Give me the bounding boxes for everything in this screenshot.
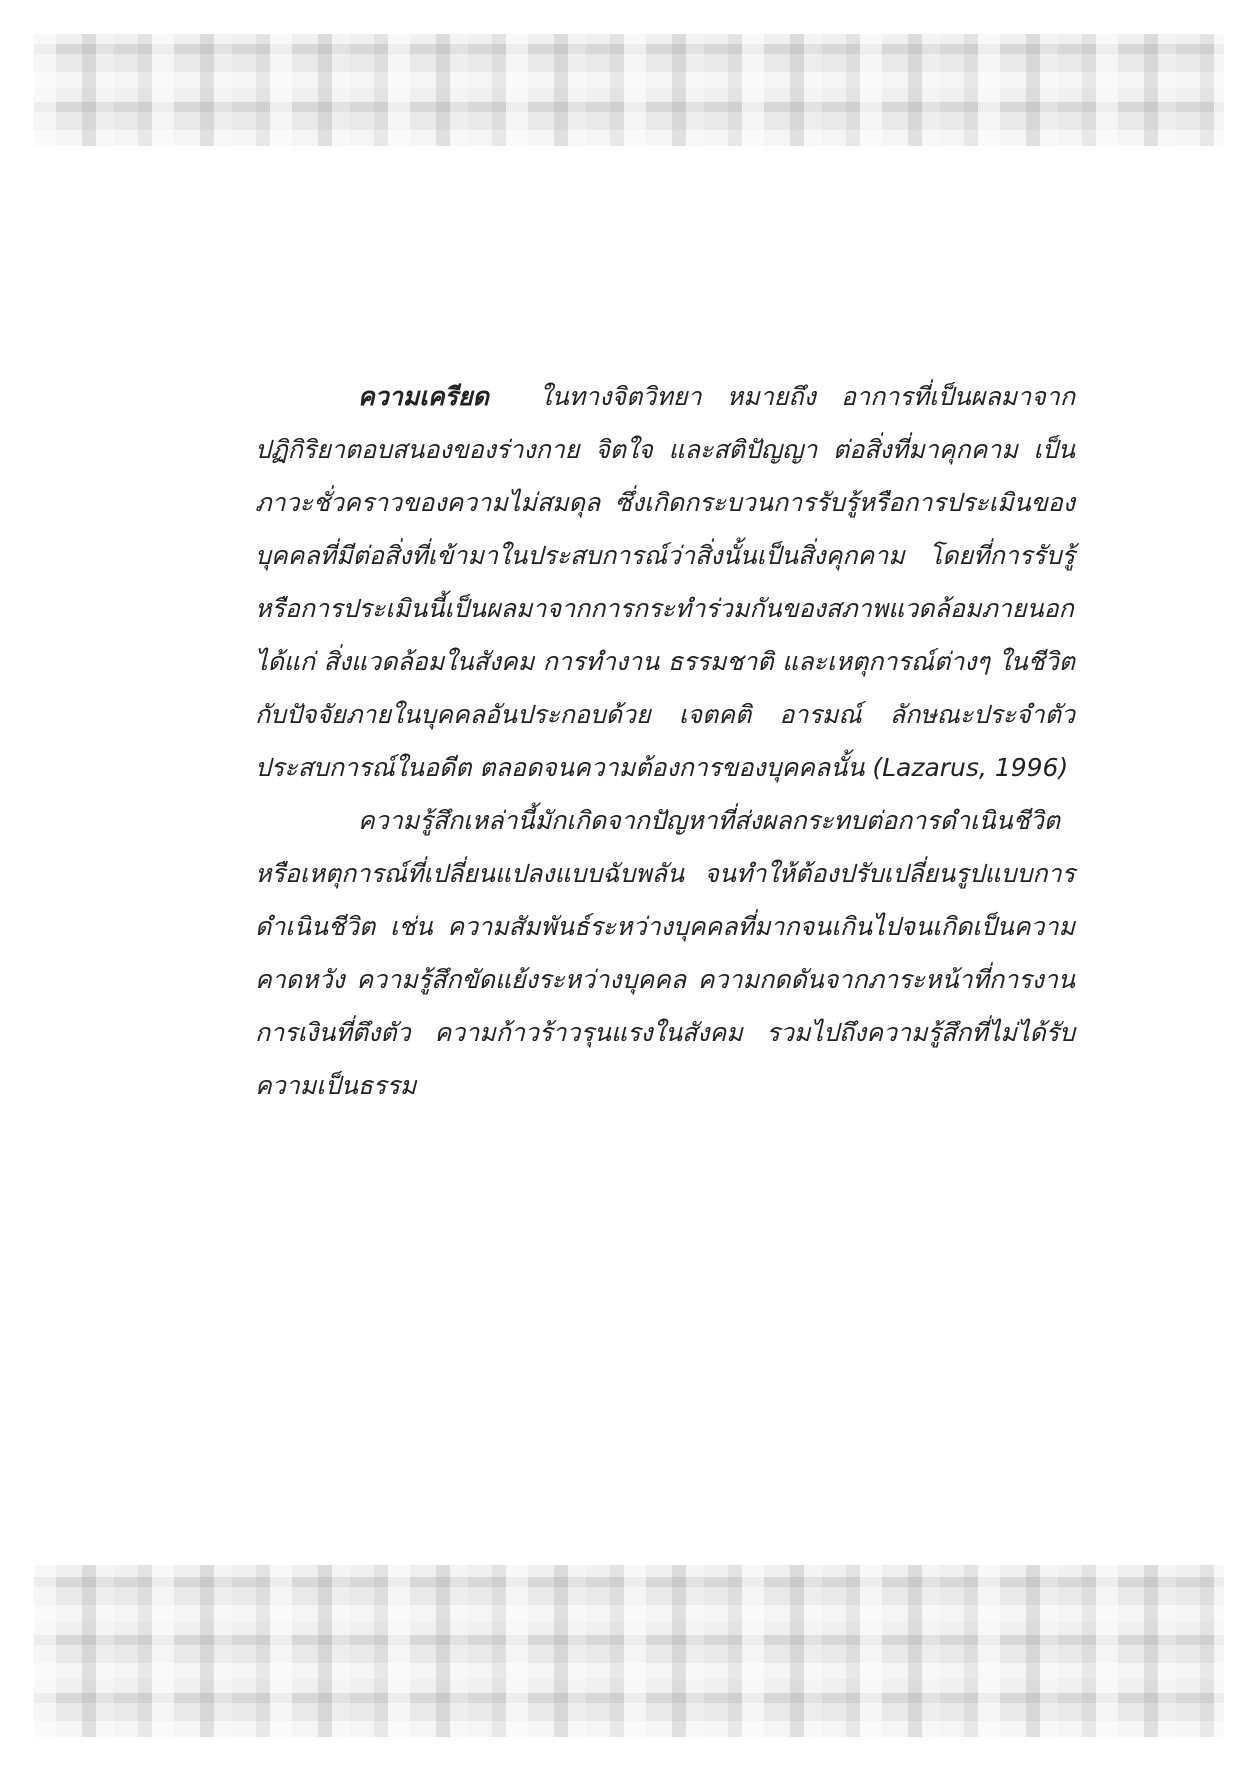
paragraph-stress-causes: ความรู้สึกเหล่านี้มักเกิดจากปัญหาที่ส่งผลกระทบต่อการดำเนินชีวิต หรือเหตุการณ์ที่เปลี่ยนแปลงแบบฉับพลัน จนทำให้ต้องปรับเปลี่ยนรูปแบบการดำเนินชีวิต เช่น ความสัมพันธ์ระหว่างบุคคลที่มากจนเกินไปจนเกิดเป็นความคาดหวัง ความรู้สึกขัดแย้งระหว่างบุคคล ความกดดันจากภาระหน้าที่การงาน การเงินที่ตึงตัว ความก้าวร้าวรุนแรงในสังคม รวมไปถึงความรู้สึกที่ไม่ได้รับความเป็นธรรม xyxy=(255,806,1075,1100)
document-body xyxy=(255,370,1075,1112)
top-decorative-plaid-band xyxy=(34,34,1224,146)
paragraph-stress-definition xyxy=(255,370,1075,794)
stress-term: ความเครียด xyxy=(358,382,489,411)
bottom-decorative-plaid-band xyxy=(34,1565,1224,1737)
stress-definition-text: ในทางจิตวิทยา หมายถึง อาการที่เป็นผลมาจากปฏิกิริยาตอบสนองของร่างกาย จิตใจ และสติปัญญา ต่อสิ่งที่มาคุกคาม เป็นภาวะชั่วคราวของความไม่สมดุล ซึ่งเกิดกระบวนการรับรู้หรือการประเมินของบุคคลที่มีต่อสิ่งที่เข้ามาในประสบการณ์ว่าสิ่งนั้นเป็นสิ่งคุกคาม โดยที่การรับรู้หรือการประเมินนี้เป็นผลมาจากการกระทำร่วมกันของสภาพแวดล้อมภายนอก ได้แก่ สิ่งแวดล้อมในสังคม การทำงาน ธรรมชาติ และเหตุการณ์ต่างๆ ในชีวิต กับปัจจัยภายในบุคคลอันประกอบด้วย เจตคติ อารมณ์ ลักษณะประจำตัว ประสบการณ์ในอดีต ตลอดจนความต้องการของบุคคลนั้น (Lazarus, 1996) xyxy=(255,382,1075,782)
